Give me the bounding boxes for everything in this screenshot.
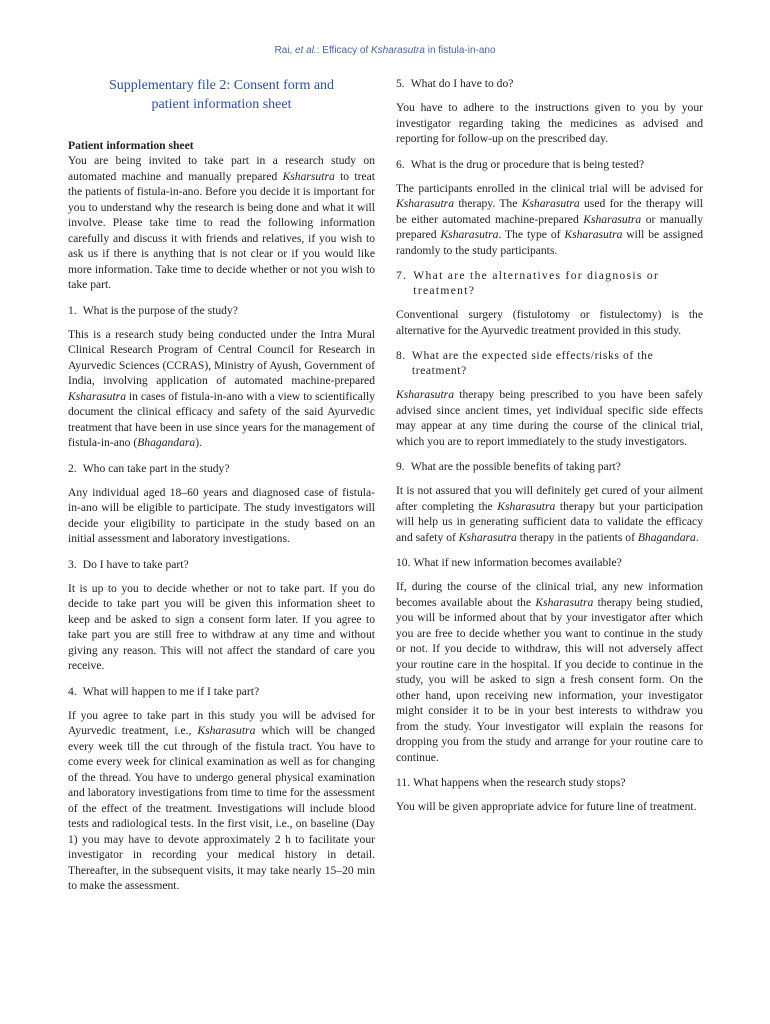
answer-9-part-b: therapy but your participation will help us in generating sufficient data to validate the efficacy and safety of — [396, 499, 703, 544]
answer-9-term-b: Ksharasutra — [458, 530, 517, 544]
answer-9-term-a: Ksharasutra — [497, 499, 556, 513]
question-6 — [396, 157, 703, 172]
question-1-number: 1. — [68, 303, 77, 317]
question-7-number: 7. — [396, 269, 408, 282]
answer-1-part-a: This is a research study being conducted under the Intra Mural Clinical Research Program of Central Council for Research in Ayurvedic Sciences (CCRAS), Ministry of Ayush, Government of India, involving application of automated machine-prepared — [68, 327, 375, 387]
answer-11: You will be given appropriate advice for future line of treatment. — [396, 800, 697, 813]
answer-6-part-f: will be assigned randomly to the study participants. — [396, 228, 703, 257]
answer-6-part-e: . The type of — [498, 228, 565, 241]
question-8-text: What are the expected side effects/risks of the treatment? — [411, 349, 654, 377]
question-6-number: 6. — [396, 157, 405, 171]
question-3-text: Do I have to take part? — [82, 557, 189, 571]
answer-6-term-c: Ksharasutra — [583, 212, 642, 226]
answer-10-part-a: If, during the course of the clinical trial, any new information becomes available about the — [396, 580, 703, 609]
right-column — [396, 76, 703, 825]
running-head — [0, 45, 770, 56]
question-5-number: 5. — [396, 77, 405, 90]
question-1 — [68, 303, 375, 318]
title-line-2: patient information sheet — [151, 97, 292, 112]
question-9-text: What are the possible benefits of taking part? — [410, 460, 621, 473]
question-6-text: What is the drug or procedure that is being tested? — [410, 157, 645, 171]
answer-6-part-b: therapy. The — [454, 197, 522, 210]
question-10-number: 10. — [396, 556, 411, 569]
answer-8-text: therapy being prescribed to you have been safely advised since ancient times, yet individual specific side effects may appear at any time during the course of the clinical trial, which you are to report immediately to the study investigators. — [396, 388, 703, 448]
answer-6-term-d: Ksharasutra — [440, 228, 499, 241]
question-11-text: What happens when the research study stops? — [413, 776, 626, 789]
answer-8 — [396, 387, 703, 449]
question-9-number: 9. — [396, 460, 405, 473]
answer-6 — [396, 181, 703, 259]
answer-6-term-e: Ksharasutra — [564, 228, 623, 241]
question-7 — [396, 268, 703, 298]
answer-1-term-a: Ksharasutra — [68, 389, 126, 403]
answer-6-part-c: used for the therapy will be either automated machine-prepared — [396, 197, 704, 226]
question-3 — [68, 557, 375, 572]
answer-4 — [68, 708, 375, 894]
answer-9-part-d: . — [695, 530, 699, 544]
answer-6-term-b: Ksharasutra — [521, 197, 580, 210]
answer-10-term: Ksharasutra — [535, 595, 594, 609]
answer-4-part-a: If you agree to take part in this study you will be advised for Ayurvedic treatment, i.e., — [68, 708, 375, 737]
answer-10-part-b: therapy being studied, you will be informed about that by your investigator after which you are free to decide whether you want to continue in the study or not. If you decide to withdraw, this will not adversely affect your routine care in the hospital. If you decide to continue in the study, you will be asked to sign a fresh consent form. On the other hand, upon receiving new information, your investigator might consider it to be in your best interests to withdraw you from the study. Your investigator will explain the reasons for dropping you from the study and arrange for your routine care to continue. — [396, 595, 703, 764]
left-column — [68, 76, 375, 904]
running-head-et-al: et al. — [295, 45, 317, 56]
question-1-text: What is the purpose of the study? — [82, 303, 238, 317]
question-2 — [68, 461, 375, 476]
title-line-1: Supplementary file 2: Consent form and — [108, 78, 335, 93]
running-head-term: Ksharasutra — [371, 45, 425, 56]
answer-5: You have to adhere to the instructions given to you by your investigator regarding taking the medicines as advised and reporting for follow-up on the prescribed day. — [396, 101, 703, 145]
answer-1-part-c: ). — [195, 436, 202, 449]
question-8 — [396, 348, 703, 378]
question-7-text: What are the alternatives for diagnosis or treatment? — [413, 269, 660, 297]
question-2-number: 2. — [68, 461, 77, 475]
answer-9-term-c: Bhagandara — [637, 530, 696, 544]
answer-9 — [396, 483, 703, 545]
running-head-text: : Efficacy of — [316, 45, 372, 56]
answer-1-term-b: Bhagandara — [137, 436, 196, 449]
answer-6-part-a: The participants enrolled in the clinical trial will be advised for — [396, 181, 703, 195]
question-4 — [68, 684, 375, 699]
question-4-number: 4. — [68, 684, 77, 698]
document-title — [68, 76, 375, 114]
answer-6-term-a: Ksharasutra — [396, 197, 454, 210]
question-11 — [396, 775, 703, 790]
question-9 — [396, 459, 703, 474]
intro-text-a: You are being invited to take part in a research study on automated machine and manually prepared — [68, 154, 375, 183]
answer-9-part-c: therapy in the patients of — [516, 530, 638, 544]
answer-6-part-d: or manually prepared — [396, 212, 703, 241]
running-head-authors: Rai, — [274, 45, 296, 56]
section-heading-patient-info: Patient information sheet — [68, 139, 194, 152]
question-5 — [396, 76, 703, 91]
answer-4-part-b: which will be changed every week till the cut through of the fistula tract. You have to come every week for clinical examination as well as for changing of the thread. You have to undergo general physical examination and laboratory investigations from time to time for the assessment of the effect of the treatment. Investigations will include blood tests and radiological tests. In the first visit, i.e., on baseline (Day 1) you may have to devote approximately 2 h to facilitate your investigator in recording your medical history in detail. Thereafter, in the subsequent visits, it may take nearly 15–20 min to make the assessment. — [68, 724, 375, 892]
question-4-text: What will happen to me if I take part? — [82, 684, 260, 698]
intro-paragraph — [68, 153, 375, 293]
intro-text-b: to treat the patients of fistula-in-ano. Before you decide it is important for you to understand why the research is being done and what it will involve. Please take time to read the following information carefully and discuss it with friends and relatives, if you wish to ask us if there is anything that is not clear or if you would like more information. Take time to decide whether or not you wish to take part. — [68, 169, 376, 291]
answer-1 — [68, 327, 375, 451]
answer-3: It is up to you to decide whether or not to take part. If you do decide to take part you will be given this information sheet to keep and be asked to sign a consent form later. If you agree to take part you are still free to withdraw at any time and without giving any reason. This will not affect the standard of care you receive. — [68, 581, 375, 672]
running-head-suffix: in fistula-in-ano — [424, 45, 496, 56]
answer-9-part-a: It is not assured that you will definitely get cured of your ailment after completing the — [396, 484, 703, 513]
answer-4-term: Ksharasutra — [197, 724, 256, 737]
question-3-number: 3. — [68, 557, 77, 571]
answer-2: Any individual aged 18–60 years and diagnosed case of fistula-in-ano will be eligible to participate. The study investigators will decide your eligibility to participate in the study based on an initial assessment and laboratory investigations. — [68, 485, 375, 545]
question-2-text: Who can take part in the study? — [82, 461, 230, 475]
answer-1-part-b: in cases of fistula-in-ano with a view to scientifically document the clinical efficacy and safety of the said Ayurvedic treatment that have been in use since years for the management of fistula-in-ano ( — [68, 389, 375, 449]
intro-term: Ksharsutra — [282, 169, 335, 183]
answer-8-term: Ksharasutra — [396, 388, 454, 401]
question-10 — [396, 555, 703, 570]
question-8-number: 8. — [396, 349, 406, 362]
answer-10 — [396, 579, 703, 765]
answer-7: Conventional surgery (fistulotomy or fistulectomy) is the alternative for the Ayurvedic treatment provided in this study. — [396, 308, 703, 337]
question-10-text: What if new information becomes available? — [413, 556, 622, 569]
question-5-text: What do I have to do? — [410, 77, 514, 90]
question-11-number: 11. — [396, 776, 411, 789]
